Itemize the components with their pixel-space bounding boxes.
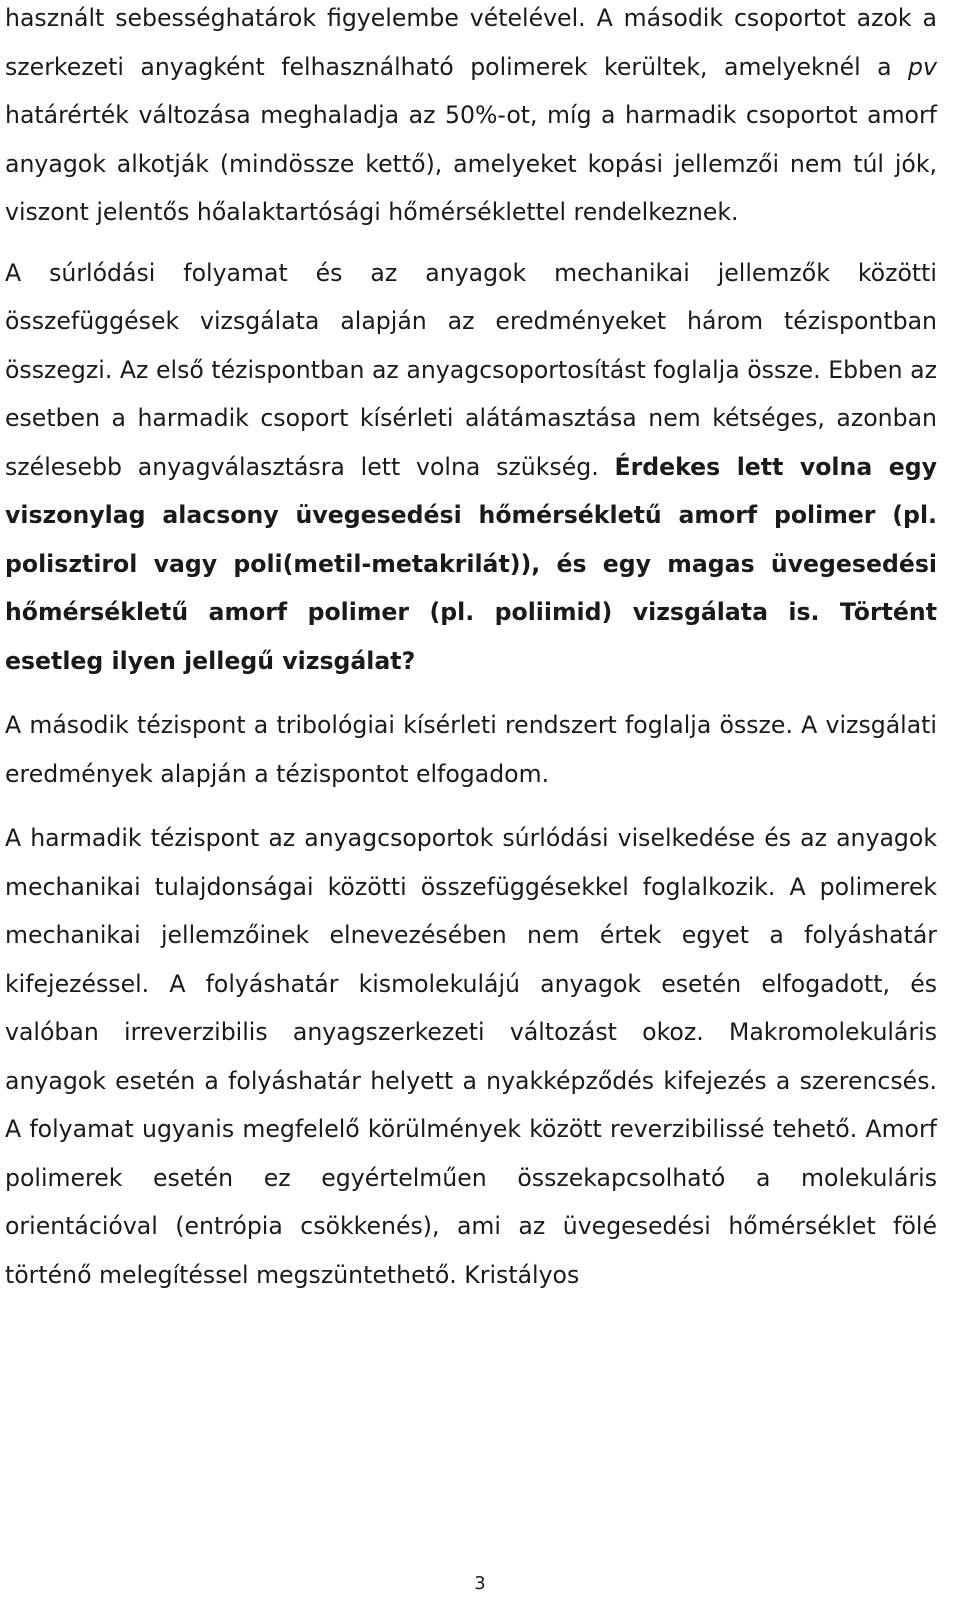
paragraph-first-thesis xyxy=(5,249,937,686)
paragraph-text: A súrlódási folyamat és az anyagok mechanikai jellemzők közötti összefüggések vizsgálata alapján az eredményeket három tézispontban összegzi. Az első tézispontban az anyagcsoportosítást foglalja össze. Ebben az esetben a harmadik csoport kísérleti alátámasztása nem kétséges, azonban szélesebb anyagválasztásra lett volna szükség. xyxy=(5,258,937,481)
pv-symbol: pv xyxy=(908,52,937,81)
paragraph-text: határérték változása meghaladja az 50%-ot, míg a harmadik csoportot amorf anyagok alkotják (mindössze kettő), amelyeket kopási jellemzői nem túl jók, viszont jelentős hőalaktartósági hőmérséklettel rendelkeznek. xyxy=(5,101,937,226)
paragraph-second-thesis: A második tézispont a tribológiai kísérleti rendszert foglalja össze. A vizsgálati eredmények alapján a tézispontot elfogadom. xyxy=(5,711,937,788)
reviewer-question: Érdekes lett volna egy viszonylag alacsony üvegesedési hőmérsékletű amorf polimer (pl. polisztirol vagy poli(metil-metakrilát)), és egy magas üvegesedési hőmérsékletű amorf polimer (pl. poliimid) vizsgálata is. Történt esetleg ilyen jellegű vizsgálat? xyxy=(5,452,937,675)
document-page xyxy=(5,0,937,1299)
paragraph-third-thesis: A harmadik tézispont az anyagcsoportok súrlódási viselkedése és az anyagok mechanikai tulajdonságai közötti összefüggésekkel foglalkozik. A polimerek mechanikai jellemzőinek elnevezésében nem értek egyet a folyáshatár kifejezéssel. A folyáshatár kismolekulájú anyagok esetén elfogadott, és valóban irreverzibilis anyagszerkezeti változást okoz. Makromolekuláris anyagok esetén a folyáshatár helyett a nyakképződés kifejezés a szerencsés. A folyamat ugyanis megfelelő körülmények között reverzibilissé tehető. Amorf polimerek esetén ez egyértelműen összekapcsolható a molekuláris orientációval (entrópia csökkenés), ami az üvegesedési hőmérséklet fölé történő melegítéssel megszüntethető. Kristályos xyxy=(5,824,937,1289)
paragraph-material-groups xyxy=(5,0,937,237)
page-number: 3 xyxy=(474,1573,486,1594)
paragraph-text: használt sebességhatárok figyelembe vételével. A második csoportot azok a szerkezeti anyagként felhasználható polimerek kerültek, amelyeknél a xyxy=(5,4,937,81)
